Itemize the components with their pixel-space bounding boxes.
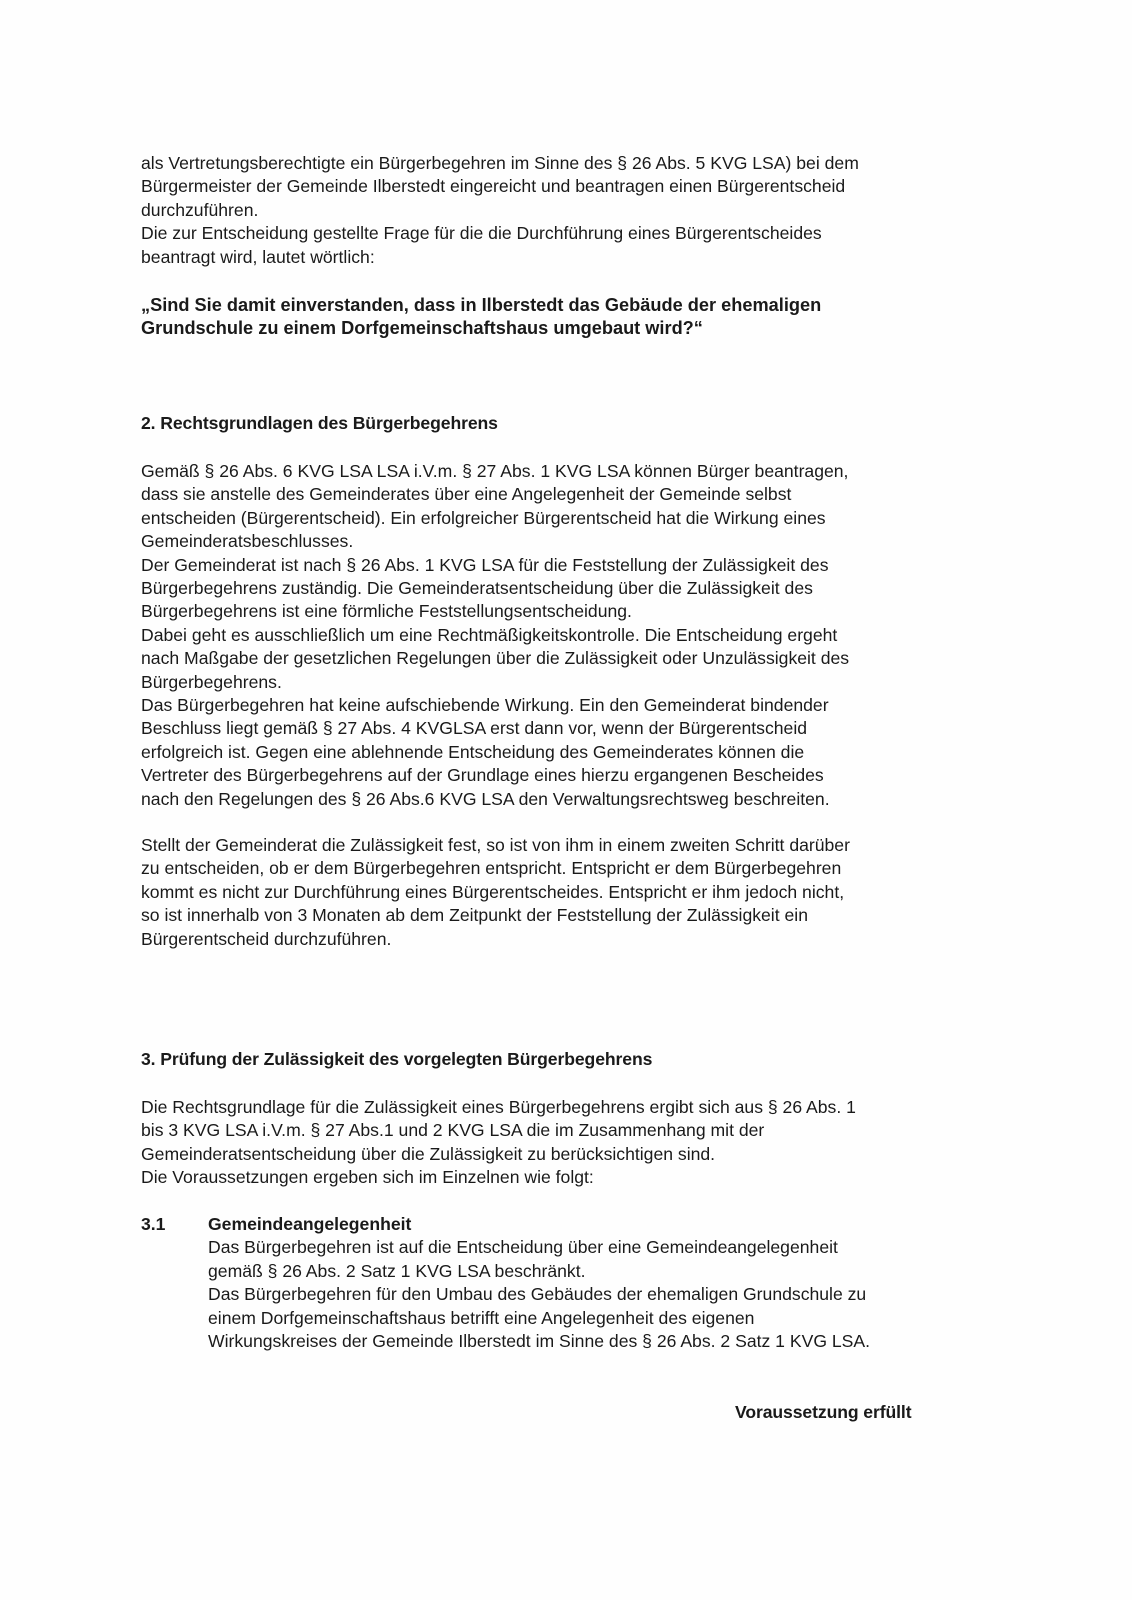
text-line: Das Bürgerbegehren ist auf die Entscheidung über eine Gemeindeangelegenheit (208, 1237, 838, 1258)
text-line: Bürgerbegehrens. (141, 671, 282, 692)
text-line: nach Maßgabe der gesetzlichen Regelungen über die Zulässigkeit oder Unzulässigkeit des (141, 648, 850, 669)
text-line: Beschluss liegt gemäß § 27 Abs. 4 KVGLSA erst dann vor, wenn der Bürgerentscheid (141, 718, 808, 739)
text-line: Gemeinderatsbeschlusses. (141, 531, 354, 552)
requirement-met-label: Voraussetzung erfüllt (735, 1402, 912, 1422)
text-line: Bürgerbegehrens zuständig. Die Gemeinderatsentscheidung über die Zulässigkeit des (141, 578, 813, 599)
text-line: Bürgermeister der Gemeinde Ilberstedt eingereicht und beantragen einen Bürgerentscheid (141, 176, 846, 197)
referendum-question (141, 294, 1001, 341)
text-line: Wirkungskreises der Gemeinde Ilberstedt im Sinne des § 26 Abs. 2 Satz 1 KVG LSA. (208, 1331, 871, 1352)
text-line: Gemeinderatsentscheidung über die Zulässigkeit zu berücksichtigen sind. (141, 1143, 716, 1164)
text-line: beantragt wird, lautet wörtlich: (141, 246, 375, 267)
text-line: Dabei geht es ausschließlich um eine Rechtmäßigkeitskontrolle. Die Entscheidung ergeht (141, 624, 838, 645)
section-2-paragraph-2 (141, 834, 1001, 951)
section-3-heading: 3. Prüfung der Zulässigkeit des vorgelegten Bürgerbegehrens (141, 1049, 653, 1069)
text-line: gemäß § 26 Abs. 2 Satz 1 KVG LSA beschränkt. (208, 1260, 586, 1281)
section-2-paragraph (141, 460, 1001, 811)
section-3-paragraph (141, 1096, 1001, 1190)
text-line: Die Voraussetzungen ergeben sich im Einzelnen wie folgt: (141, 1167, 594, 1188)
text-line: entscheiden (Bürgerentscheid). Ein erfolgreicher Bürgerentscheid hat die Wirkung eines (141, 507, 826, 528)
text-line: Der Gemeinderat ist nach § 26 Abs. 1 KVG LSA für die Feststellung der Zulässigkeit des (141, 554, 829, 575)
text-line: einem Dorfgemeinschaftshaus betrifft eine Angelegenheit des eigenen (208, 1307, 755, 1328)
text-line: zu entscheiden, ob er dem Bürgerbegehren entspricht. Entspricht er dem Bürgerbegehren (141, 858, 842, 879)
subsection-number: 3.1 (141, 1214, 166, 1234)
text-line: Die zur Entscheidung gestellte Frage für die die Durchführung eines Bürgerentscheides (141, 223, 822, 244)
text-line: kommt es nicht zur Durchführung eines Bürgerentscheides. Entspricht er ihm jedoch nicht, (141, 881, 845, 902)
intro-paragraph (141, 152, 1001, 269)
question-line: „Sind Sie damit einverstanden, dass in Ilberstedt das Gebäude der ehemaligen (141, 295, 822, 315)
text-line: bis 3 KVG LSA i.V.m. § 27 Abs.1 und 2 KVG LSA die im Zusammenhang mit der (141, 1120, 765, 1141)
question-line: Grundschule zu einem Dorfgemeinschaftshaus umgebaut wird?“ (141, 318, 703, 339)
text-line: als Vertretungsberechtigte ein Bürgerbegehren im Sinne des § 26 Abs. 5 KVG LSA) bei dem (141, 153, 859, 173)
text-line: erfolgreich ist. Gegen eine ablehnende Entscheidung des Gemeinderates können die (141, 741, 805, 762)
text-line: Stellt der Gemeinderat die Zulässigkeit fest, so ist von ihm in einem zweiten Schritt darüber (141, 835, 850, 855)
text-line: Bürgerentscheid durchzuführen. (141, 928, 392, 949)
text-line: dass sie anstelle des Gemeinderates über eine Angelegenheit der Gemeinde selbst (141, 484, 792, 505)
text-line: Das Bürgerbegehren für den Umbau des Gebäudes der ehemaligen Grundschule zu (208, 1284, 867, 1305)
section-2-heading: 2. Rechtsgrundlagen des Bürgerbegehrens (141, 413, 498, 433)
text-line: durchzuführen. (141, 199, 259, 220)
text-line: Das Bürgerbegehren hat keine aufschiebende Wirkung. Ein den Gemeinderat bindender (141, 695, 829, 716)
text-line: Die Rechtsgrundlage für die Zulässigkeit eines Bürgerbegehrens ergibt sich aus § 26 Abs. 1 (141, 1097, 856, 1117)
subsection-title: Gemeindeangelegenheit (208, 1214, 412, 1234)
text-line: Bürgerbegehrens ist eine förmliche Feststellungsentscheidung. (141, 601, 632, 622)
text-line: so ist innerhalb von 3 Monaten ab dem Zeitpunkt der Feststellung der Zulässigkeit ein (141, 905, 808, 926)
subsection-3-1 (208, 1213, 1008, 1353)
text-line: Vertreter des Bürgerbegehrens auf der Grundlage eines hierzu ergangenen Bescheides (141, 765, 824, 786)
text-line: nach den Regelungen des § 26 Abs.6 KVG LSA den Verwaltungsrechtsweg beschreiten. (141, 788, 830, 809)
text-line: Gemäß § 26 Abs. 6 KVG LSA LSA i.V.m. § 27 Abs. 1 KVG LSA können Bürger beantragen, (141, 461, 849, 481)
